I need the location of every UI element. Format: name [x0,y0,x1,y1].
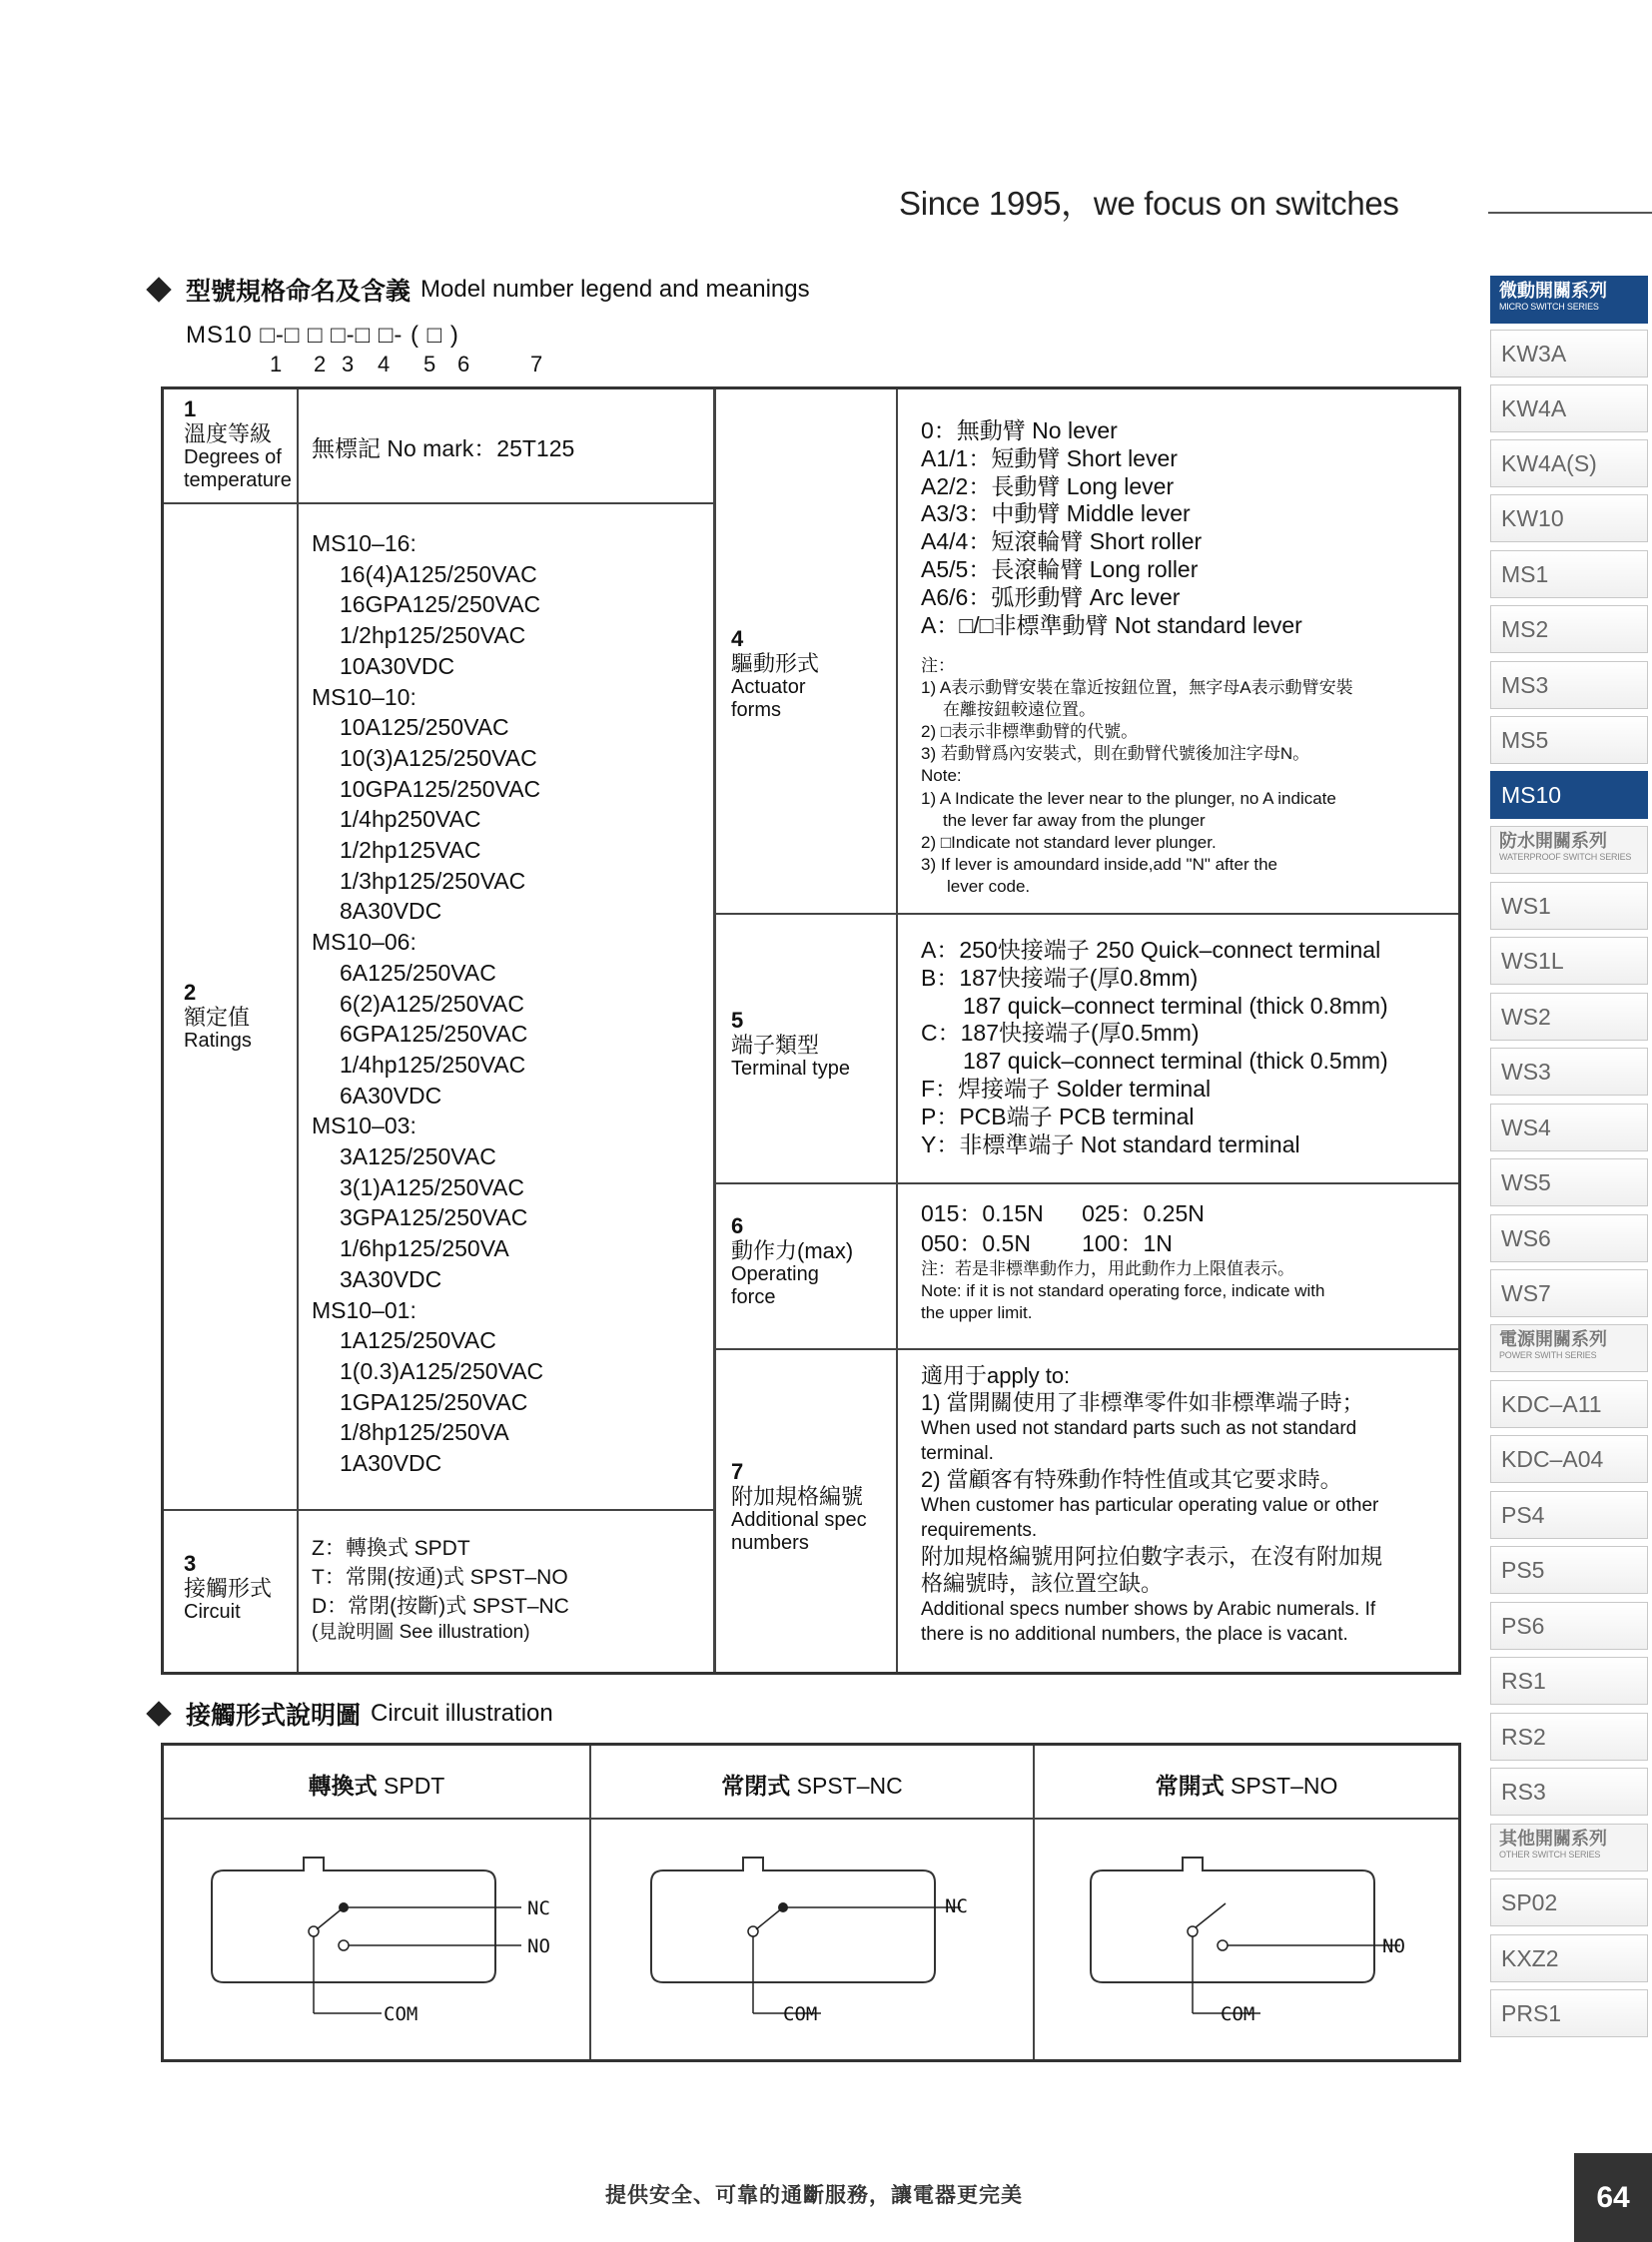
sidebar-item-ws4[interactable]: WS4 [1490,1104,1648,1151]
force-label [731,1214,891,1309]
sidebar-group-micro[interactable]: 微動開關系列 MICRO SWITCH SERIES [1490,276,1648,324]
note-line: lever code. [947,876,1031,896]
actuator-option: A6/6：弧形動臂 Arc lever [921,583,1181,610]
sidebar-item-ms2[interactable]: MS2 [1490,605,1648,653]
sidebar-item-sp02[interactable]: SP02 [1490,1878,1648,1926]
rating-item: 1/3hp125/250VAC [340,867,526,894]
row-number: 7 [731,1459,744,1484]
additional-line: 適用于apply to: [921,1363,1071,1388]
diamond-bullet-icon [146,277,171,302]
actuator-label [731,627,891,722]
com-label: COM [384,2003,418,2025]
label-en: force [731,1286,776,1309]
circuit-illustration-table [161,1743,1461,2062]
sidebar-item-ws5[interactable]: WS5 [1490,1158,1648,1206]
pos-4: 4 [378,352,391,376]
diamond-bullet-icon [146,1701,171,1726]
pos-6: 6 [457,352,470,376]
model-code-positions [186,352,585,381]
force-option: 050：0.5N 100：1N [921,1230,1173,1256]
label-en: Ratings [184,1030,252,1053]
label-en: forms [731,699,781,722]
rating-item: 10A125/250VAC [340,714,509,741]
sidebar-item-ws1[interactable]: WS1 [1490,882,1648,930]
label-cn: 驅動形式 [731,651,820,677]
terminal-label [731,1009,891,1081]
rating-model: MS10–16: [312,530,416,556]
com-label: COM [783,2003,818,2025]
label-en: Actuator [731,676,806,699]
see-illustration-note: (見說明圖 See illustration) [312,1622,530,1643]
sidebar-item-kw3a[interactable]: KW3A [1490,330,1648,377]
circuit-option: Z：轉換式 SPDT [312,1537,470,1560]
com-label: COM [1221,2003,1255,2025]
label-cn: 額定值 [184,1005,251,1031]
additional-values [921,1362,1465,1647]
circuit-values [312,1534,569,1645]
row-divider [716,1182,1458,1184]
rating-item: 3(1)A125/250VAC [340,1173,524,1200]
top-rule [1488,212,1652,214]
no-label: NO [1382,1935,1405,1957]
sidebar-item-kw4a-s[interactable]: KW4A(S) [1490,439,1648,487]
pos-1: 1 [270,352,283,376]
sidebar-item-kdc-a11[interactable]: KDC–A11 [1490,1380,1648,1428]
rating-item: 1GPA125/250VAC [340,1388,528,1415]
legend-title-cn: 型號規格命名及含義 [186,278,412,306]
row-divider [164,1818,1458,1820]
note-line: 注：若是非標準動作力，用此動作力上限值表示。 [921,1259,1294,1278]
rating-model: MS10–01: [312,1296,416,1323]
actuator-option: A：□/□非標準動臂 Not standard lever [921,611,1302,638]
additional-line: requirements. [921,1520,1038,1541]
sidebar-item-kw4a[interactable]: KW4A [1490,384,1648,432]
sidebar-item-ws6[interactable]: WS6 [1490,1214,1648,1262]
rating-item: 1/2hp125/250VAC [340,622,526,649]
spst-no-title: 常開式 SPST–NO [1155,1773,1338,1799]
label-en: Terminal type [731,1058,850,1081]
legend-section-title [150,272,810,308]
rating-item: 6A125/250VAC [340,959,496,986]
sidebar-item-ws7[interactable]: WS7 [1490,1269,1648,1317]
nc-label: NC [527,1897,550,1919]
pos-7: 7 [530,352,543,376]
additional-line: When used not standard parts such as not standard [921,1418,1357,1439]
circuit-title-cn: 接觸形式說明圖 [186,1702,362,1730]
row-number: 2 [184,980,197,1005]
sidebar-item-kw10[interactable]: KW10 [1490,494,1648,542]
actuator-option: 0：無動臂 No lever [921,417,1118,443]
note-line: 2) □表示非標準動臂的代號。 [921,722,1139,742]
additional-line: there is no additional numbers, the place is vacant. [921,1624,1348,1645]
terminal-option: 187 quick–connect terminal (thick 0.5mm) [963,1048,1388,1075]
label-en: Degrees of [184,446,282,469]
note-line: 2) □Indicate not standard lever plunger. [921,832,1217,852]
note-line: 注： [921,656,955,675]
terminal-values [921,937,1465,1158]
note-line: the lever far away from the plunger [943,810,1206,830]
circuit-label [184,1552,296,1624]
rating-item: 1A125/250VAC [340,1327,496,1354]
label-en: Operating [731,1263,819,1286]
rating-model: MS10–10: [312,683,416,710]
footer-tagline: 提供安全、可靠的通斷服務，讓電器更完美 [605,2184,1023,2207]
rating-item: 16GPA125/250VAC [340,591,541,618]
sidebar-item-ps6[interactable]: PS6 [1490,1602,1648,1650]
row-number: 6 [731,1213,744,1238]
force-option: 015：0.15N 025：0.25N [921,1200,1205,1226]
sidebar-item-ms3[interactable]: MS3 [1490,661,1648,709]
label-cn: 溫度等級 [184,421,273,447]
terminal-option: C：187快接端子(厚0.5mm) [921,1020,1200,1047]
label-cn: 端子類型 [731,1033,820,1059]
label-cn: 附加規格編號 [731,1484,864,1510]
no-label: NO [527,1935,550,1957]
center-divider [713,389,716,1672]
label-en: Additional spec [731,1509,867,1532]
label-cn: 接觸形式 [184,1576,273,1602]
col-divider [297,389,299,1672]
sidebar-item-rs1[interactable]: RS1 [1490,1657,1648,1705]
sidebar-item-ps5[interactable]: PS5 [1490,1546,1648,1594]
actuator-note-lines [921,655,1465,898]
actuator-option: A3/3：中動臂 Middle lever [921,500,1191,527]
note-line: 3) If lever is amoundard inside,add "N" after the [921,854,1277,874]
sidebar-item-ms1[interactable]: MS1 [1490,550,1648,598]
actuator-values [921,417,1460,639]
circuit-option: T：常開(按通)式 SPST–NO [312,1566,568,1589]
model-legend-table [161,386,1461,1675]
sidebar-item-ms5[interactable]: MS5 [1490,716,1648,764]
circuit-title-en: Circuit illustration [371,1700,553,1727]
rating-item: 6GPA125/250VAC [340,1021,528,1048]
sidebar-item-ms10[interactable]: MS10 [1490,771,1648,819]
ratings-label [184,981,296,1053]
rating-item: 6(2)A125/250VAC [340,990,524,1017]
row-number: 4 [731,626,744,651]
sidebar-item-ws2[interactable]: WS2 [1490,993,1648,1041]
sidebar-item-ws3[interactable]: WS3 [1490,1048,1648,1096]
terminal-option: Y：非標準端子 Not standard terminal [921,1130,1300,1157]
terminal-option: F：焊接端子 Solder terminal [921,1075,1212,1102]
rating-item: 3A30VDC [340,1265,442,1292]
additional-line: When customer has particular operating value or other [921,1495,1379,1516]
spst-nc-diagram [643,1846,1013,2045]
sidebar-group-waterproof[interactable]: 防水開關系列 WATERPROOF SWITCH SERIES [1490,826,1648,874]
terminal-option: A：250快接端子 250 Quick–connect terminal [921,937,1381,963]
terminal-option: 187 quick–connect terminal (thick 0.8mm) [963,992,1388,1019]
sidebar-group-other[interactable]: 其他開關系列 OTHER SWITCH SERIES [1490,1824,1648,1871]
label-en: Circuit [184,1601,241,1624]
rating-model: MS10–03: [312,1113,416,1139]
note-line: 1) A Indicate the lever near to the plunger, no A indicate [921,788,1336,808]
sidebar-item-ps4[interactable]: PS4 [1490,1491,1648,1539]
nc-label: NC [945,1895,968,1917]
row-divider [716,1348,1458,1350]
circuit-option: D：常閉(按斷)式 SPST–NC [312,1595,569,1618]
circuit-section-title [150,1696,553,1732]
rating-item: 3A125/250VAC [340,1143,496,1170]
actuator-option: A2/2：長動臂 Long lever [921,472,1175,499]
model-code: MS10 □-□ □ □-□ □- ( □ ) [186,322,459,349]
note-line: 1) A表示動臂安裝在靠近按鈕位置，無字母A表示動臂安裝 [921,678,1353,698]
sidebar-item-rs3[interactable]: RS3 [1490,1768,1648,1816]
row-number: 1 [184,396,197,421]
note-line: 在離按鈕較遠位置。 [943,700,1096,720]
rating-item: 6A30VDC [340,1082,442,1109]
note-line: Note: [921,766,962,786]
row-divider [164,1509,713,1511]
additional-line: Additional specs number shows by Arabic numerals. If [921,1599,1376,1620]
temperature-label [184,397,296,492]
terminal-option: P：PCB端子 PCB terminal [921,1103,1195,1129]
additional-line: terminal. [921,1443,994,1464]
label-en: numbers [731,1532,809,1555]
label-cn: 動作力(max) [731,1238,854,1264]
rating-item: 3GPA125/250VAC [340,1204,528,1231]
rating-item: 8A30VDC [340,898,442,925]
pos-2: 2 [314,352,327,376]
row-divider [716,913,1458,915]
pos-3: 3 [342,352,355,376]
row-divider [164,502,713,504]
sidebar-item-rs2[interactable]: RS2 [1490,1713,1648,1761]
rating-item: 1/4hp125/250VAC [340,1051,526,1078]
spdt-title: 轉換式 SPDT [308,1773,445,1799]
sidebar-item-kdc-a04[interactable]: KDC–A04 [1490,1435,1648,1483]
col-divider [896,389,898,1672]
sidebar-item-ws1l[interactable]: WS1L [1490,937,1648,985]
additional-line: 2) 當顧客有特殊動作特性值或其它要求時。 [921,1467,1342,1492]
row-number: 5 [731,1008,744,1033]
slogan: Since 1995，we focus on switches [899,185,1399,222]
label-en: temperature [184,469,292,492]
ratings-values [312,528,706,1479]
legend-title-en: Model number legend and meanings [420,276,810,303]
additional-line: 1) 當開關使用了非標準零件如非標準端子時； [921,1390,1364,1415]
rating-item: 1/2hp125VAC [340,837,481,864]
page-number: 64 [1574,2153,1652,2242]
additional-line: 格編號時，該位置空缺。 [921,1571,1164,1596]
actuator-option: A5/5：長滾輪臂 Long roller [921,555,1199,582]
note-line: the upper limit. [921,1303,1033,1323]
rating-item: 1/4hp250VAC [340,806,481,833]
temperature-value: 無標記 No mark：25T125 [312,435,575,461]
rating-item: 16(4)A125/250VAC [340,560,537,587]
additional-label [731,1460,891,1555]
actuator-option: A1/1：短動臂 Short lever [921,444,1178,471]
pos-5: 5 [423,352,436,376]
rating-item: 1/8hp125/250VA [340,1419,509,1446]
sidebar-group-power[interactable]: 電源開關系列 POWER SWITH SERIES [1490,1324,1648,1372]
rating-model: MS10–06: [312,929,416,956]
force-values [921,1198,1465,1324]
rating-item: 1/6hp125/250VA [340,1235,509,1262]
note-line: 3) 若動臂爲內安裝式，則在動臂代號後加注字母N。 [921,744,1310,764]
spst-nc-title: 常閉式 SPST–NC [721,1773,903,1799]
rating-item: 10GPA125/250VAC [340,775,541,802]
sidebar-item-kxz2[interactable]: KXZ2 [1490,1934,1648,1982]
additional-line: 附加規格編號用阿拉伯數字表示，在沒有附加規 [921,1544,1383,1569]
row-number: 3 [184,1551,197,1576]
rating-item: 10(3)A125/250VAC [340,744,537,771]
terminal-option: B：187快接端子(厚0.8mm) [921,964,1199,991]
sidebar-item-prs1[interactable]: PRS1 [1490,1989,1648,2037]
rating-item: 10A30VDC [340,652,455,679]
rating-item: 1(0.3)A125/250VAC [340,1357,544,1384]
actuator-option: A4/4：短滾輪臂 Short roller [921,528,1203,555]
note-line: Note: if it is not standard operating force, indicate with [921,1281,1325,1301]
rating-item: 1A30VDC [340,1450,442,1477]
